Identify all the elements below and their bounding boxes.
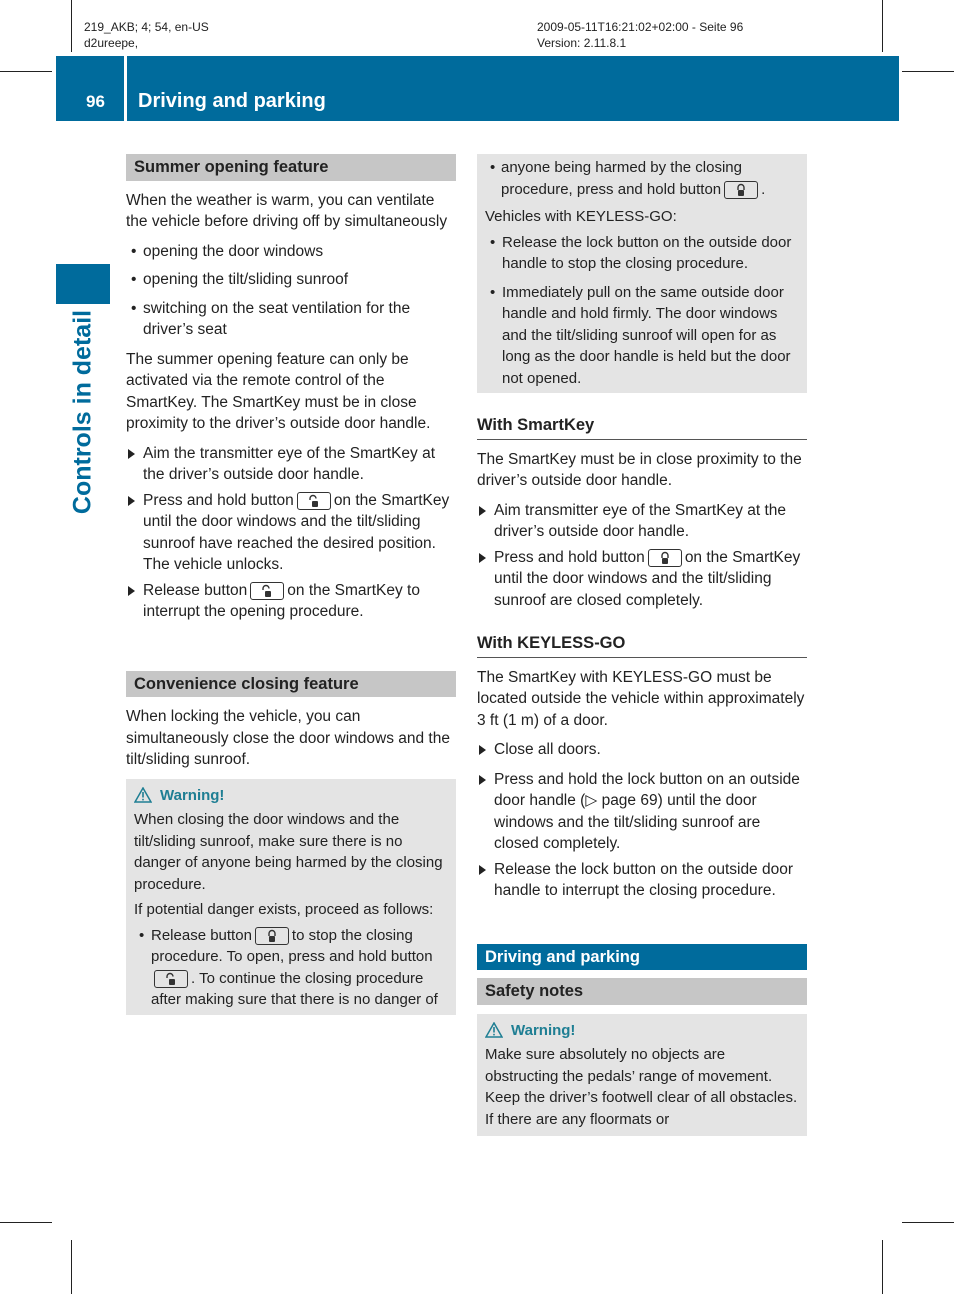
header-divider — [124, 56, 127, 121]
print-meta-line: 2009-05-11T16:21:02+02:00 - Seite 96 — [537, 20, 744, 34]
warning-triangle-icon — [485, 1022, 503, 1038]
warning-box — [126, 779, 456, 1015]
crop-mark — [71, 1240, 72, 1294]
warning-title — [134, 785, 448, 807]
unlock-icon — [250, 582, 284, 600]
list-item — [485, 157, 799, 200]
right-column — [477, 154, 807, 1136]
with-smartkey-intro: The SmartKey must be in close proximity to the driver’s outside door handle. — [477, 450, 802, 489]
lock-icon — [255, 927, 289, 945]
crop-mark — [882, 0, 883, 52]
warning-bullets-continued — [485, 157, 799, 200]
warning-bullet-text: . — [761, 180, 766, 198]
warning-title-text: Warning! — [511, 1021, 576, 1039]
left-column — [126, 154, 456, 1015]
driving-heading: Driving and parking — [477, 944, 807, 971]
crop-mark — [0, 71, 52, 72]
step-item: Press and hold the lock button on an outside door handle (▷ page 69) until the door windows and the tilt/sliding sunroof are closed completely. — [477, 769, 807, 855]
step-text: Aim the transmitter eye of the SmartKey at the driver’s outside door handle. — [143, 444, 436, 483]
warning-text: Make sure absolutely no objects are obstructing the pedals’ range of movement. Keep the driver’s footwell clear of all obstacles. If there are any floormats or — [485, 1046, 798, 1128]
summer-note: The summer opening feature can only be activated via the remote control of the SmartKey. The SmartKey must be in close proximity to the driver’s outside door handle. — [126, 350, 431, 432]
with-keyless-heading: With KEYLESS-GO — [477, 633, 807, 658]
warning-title — [485, 1020, 799, 1042]
page-title: Driving and parking — [138, 90, 326, 112]
warning-title-text: Warning! — [160, 786, 225, 804]
warning-box-continued — [477, 154, 807, 393]
list-item: • switching on the seat ventilation for the driver’s seat — [126, 298, 456, 341]
step-item — [126, 490, 456, 576]
with-keyless-steps — [477, 739, 807, 902]
with-smartkey-steps — [477, 500, 807, 612]
summer-heading: Summer opening feature — [126, 154, 456, 181]
warning-triangle-icon — [134, 787, 152, 803]
list-item: • opening the door windows — [126, 241, 456, 263]
summer-intro: When the weather is warm, you can ventilate the vehicle before driving off by simultaneously — [126, 191, 448, 230]
crop-mark — [902, 71, 954, 72]
crop-mark — [902, 1222, 954, 1223]
lock-icon — [648, 549, 682, 567]
step-item — [126, 580, 456, 623]
warning-text: If potential danger exists, proceed as follows: — [134, 901, 434, 918]
step-item — [477, 547, 807, 612]
side-tab — [56, 264, 110, 304]
convenience-intro: When locking the vehicle, you can simultaneously close the door windows and the tilt/sliding sunroof. — [126, 708, 450, 768]
crop-mark — [882, 1240, 883, 1294]
keyless-label: Vehicles with KEYLESS-GO: — [485, 208, 677, 225]
step-text: on the SmartKey until the door windows and the tilt/sliding sunroof are closed completely. — [494, 548, 801, 609]
unlock-icon — [297, 492, 331, 510]
crop-mark — [71, 0, 72, 52]
warning-bullet-text: Release button — [151, 926, 252, 944]
crop-mark — [0, 1222, 52, 1223]
warning-bullet-text: . To continue the closing procedure after making sure that there is no danger of — [151, 969, 438, 1008]
step-item — [126, 443, 456, 486]
summer-bullets — [126, 241, 456, 341]
unlock-icon — [154, 970, 188, 988]
warning-text: When closing the door windows and the tilt/sliding sunroof, make sure there is no danger of anyone being harmed by the closing procedure. — [134, 811, 443, 893]
with-keyless-intro: The SmartKey with KEYLESS-GO must be located outside the vehicle within approximately 3 ft (1 m) of a door. — [477, 668, 805, 729]
summer-steps — [126, 443, 456, 623]
step-text: Press and hold button — [143, 491, 294, 509]
lock-icon — [724, 181, 758, 199]
print-meta-line: Version: 2.11.8.1 — [537, 36, 627, 50]
print-meta-right — [537, 19, 743, 51]
safety-notes-heading: Safety notes — [477, 978, 807, 1005]
print-meta-line: d2ureepe, — [84, 36, 139, 50]
list-item: • Immediately pull on the same outside door handle and hold firmly. The door windows and the tilt/sliding sunroof will open for as long as the door handle is held but the door not opened. — [485, 282, 799, 390]
step-text: on the SmartKey until the door windows and the tilt/sliding sunroof have reached the desired position. — [143, 491, 450, 552]
warning-bullet-text: anyone being harmed by the closing procedure, press and hold button — [501, 159, 742, 198]
page-number: 96 — [86, 92, 105, 111]
warning-bullet-text: to stop the closing procedure. To open, press and hold button — [151, 926, 433, 965]
step-text: Press and hold button — [494, 548, 645, 566]
step-item: Release the lock button on the outside door handle to interrupt the closing procedure. — [477, 859, 807, 902]
step-item: Close all doors. — [477, 739, 807, 761]
print-meta-left — [84, 19, 209, 51]
step-text: Release button — [143, 581, 248, 599]
with-smartkey-heading: With SmartKey — [477, 415, 807, 440]
keyless-bullets — [485, 232, 799, 390]
step-result: The vehicle unlocks. — [143, 556, 284, 573]
step-item: Aim transmitter eye of the SmartKey at the driver’s outside door handle. — [477, 500, 807, 543]
safety-warning-box — [477, 1014, 807, 1137]
list-item — [134, 925, 448, 1011]
side-tab-label: Controls in detail — [68, 309, 97, 515]
convenience-heading: Convenience closing feature — [126, 671, 456, 698]
step-text: on the SmartKey to interrupt the opening procedure. — [143, 581, 420, 620]
list-item: • opening the tilt/sliding sunroof — [126, 269, 456, 291]
print-meta-line: 219_AKB; 4; 54, en-US — [84, 20, 209, 34]
warning-bullets — [134, 925, 448, 1011]
list-item: • Release the lock button on the outside door handle to stop the closing procedure. — [485, 232, 799, 275]
